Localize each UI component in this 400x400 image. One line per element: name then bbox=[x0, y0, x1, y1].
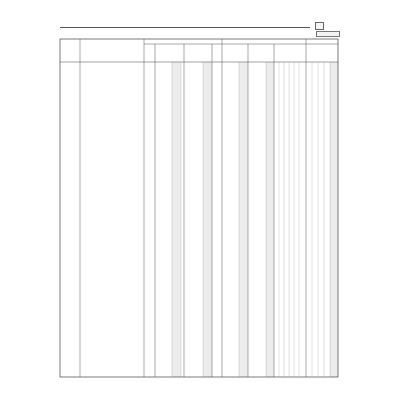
shaded-column bbox=[330, 62, 338, 377]
shaded-column bbox=[172, 62, 181, 377]
shaded-column bbox=[239, 62, 248, 377]
shaded-column bbox=[266, 62, 274, 377]
table-border bbox=[60, 39, 338, 377]
shaded-column bbox=[203, 62, 212, 377]
